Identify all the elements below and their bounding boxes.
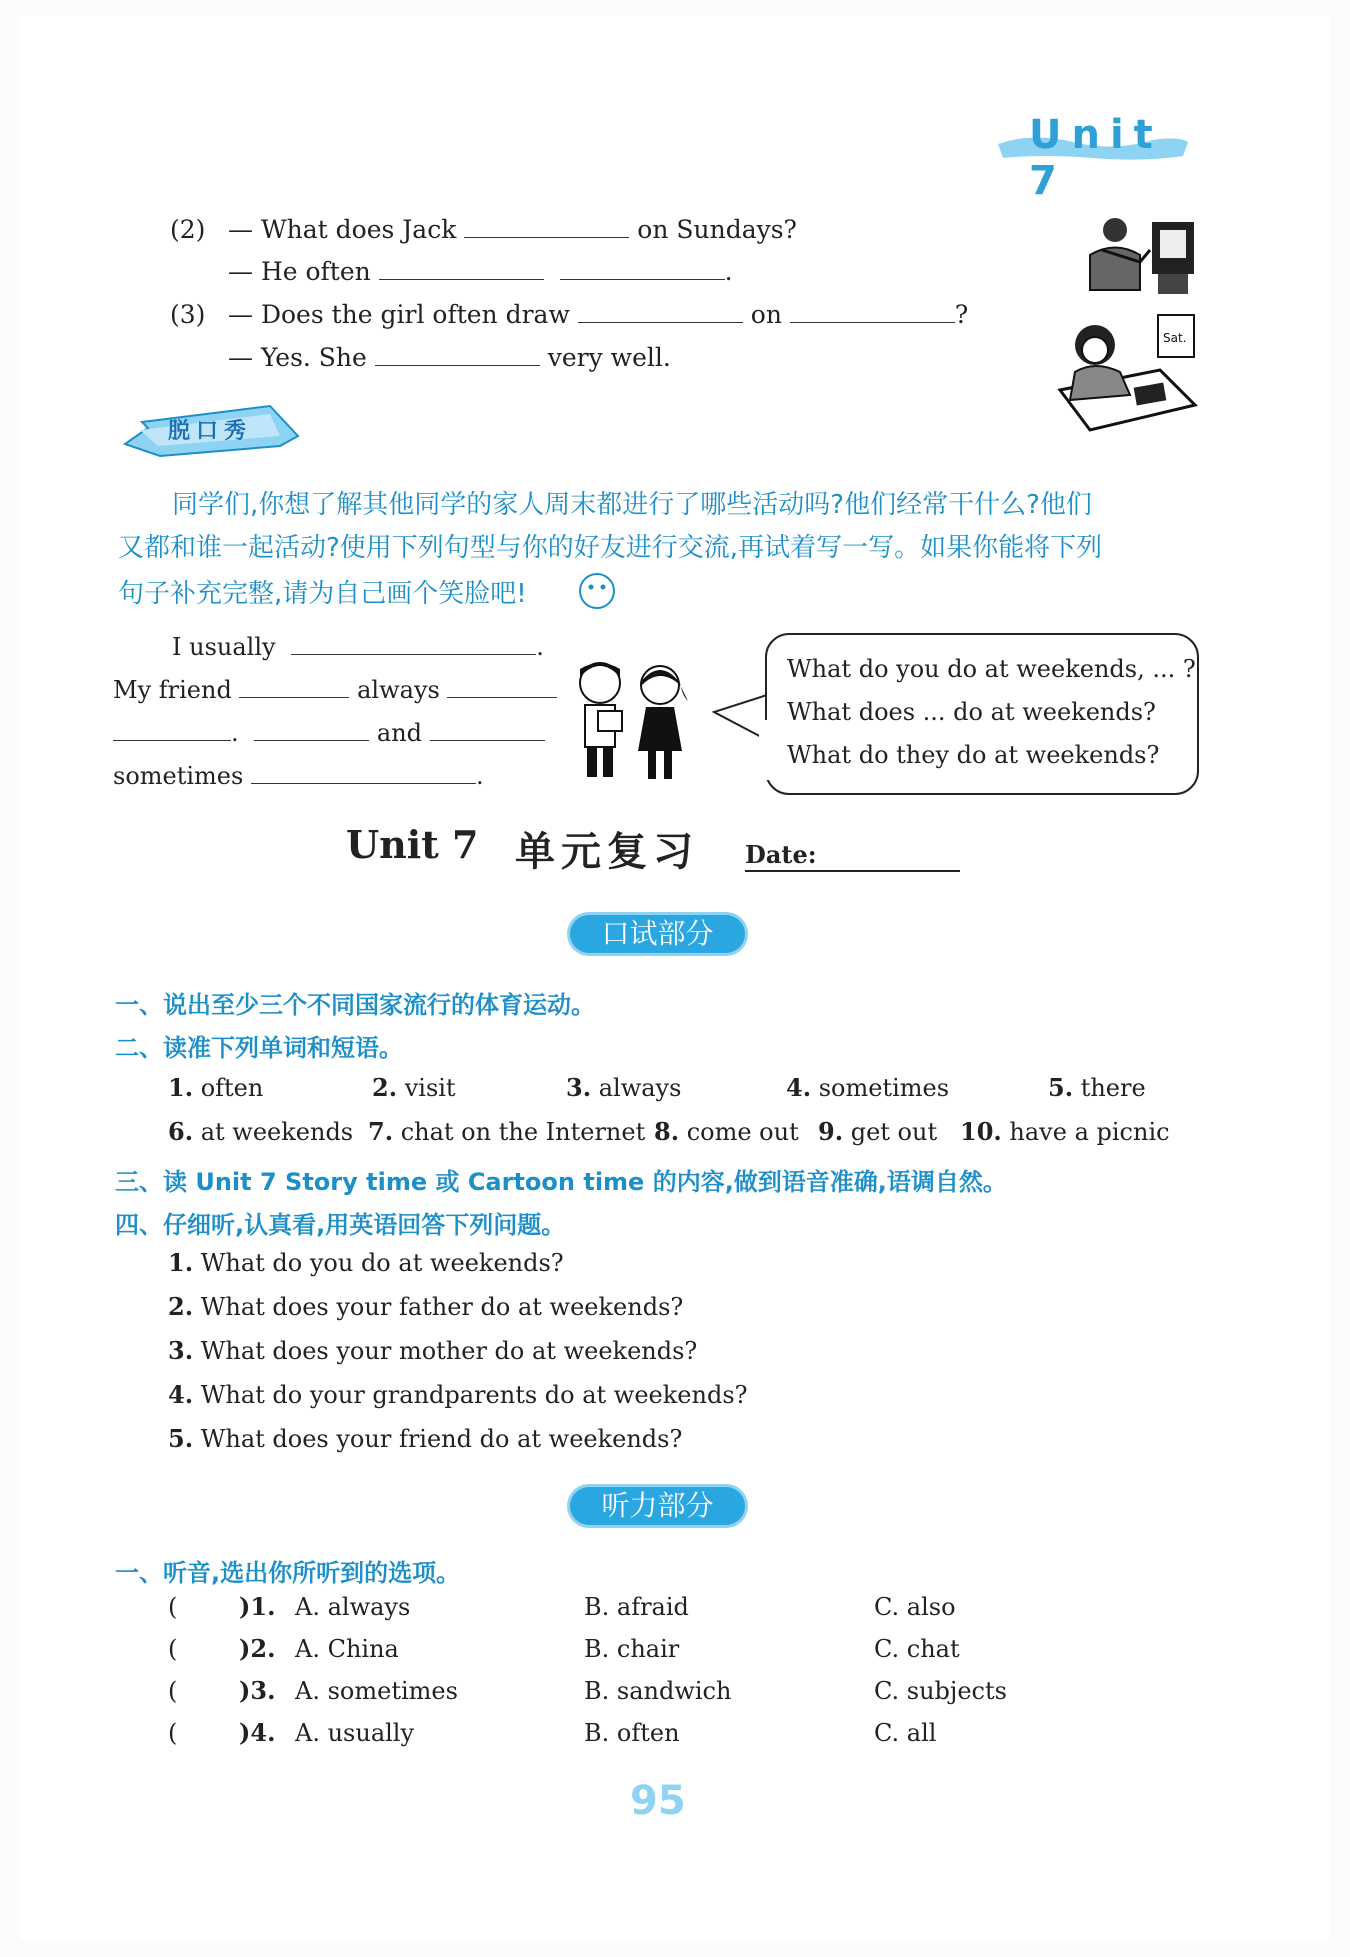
question-5	[168, 1424, 682, 1454]
question-4-num: 4.	[168, 1380, 194, 1409]
choice-2-b[interactable]: B. chair	[584, 1635, 680, 1663]
talk-show-badge	[120, 402, 305, 460]
word-4-num: 4.	[786, 1073, 812, 1102]
word-5-text: there	[1080, 1074, 1146, 1102]
fill-friend-blank-2[interactable]	[447, 675, 557, 698]
word-7	[368, 1117, 645, 1147]
q3-line2	[228, 343, 671, 373]
section-4-heading: 四、仔细听,认真看,用英语回答下列问题。	[115, 1211, 566, 1239]
choice-4-a[interactable]: A. usually	[295, 1719, 415, 1747]
talk-show-para-1: 同学们,你想了解其他同学的家人周末都进行了哪些活动吗?他们经常干什么?他们	[172, 490, 1092, 520]
choice-3-paren[interactable]: (	[168, 1677, 178, 1705]
q3-number: (3)	[170, 300, 206, 329]
word-2-num: 2.	[372, 1073, 398, 1102]
q2-line1-text: — What does Jack	[228, 215, 457, 244]
question-1	[168, 1248, 564, 1278]
section-3-heading: 三、读 Unit 7 Story time 或 Cartoon time 的内容,做到语音准确,语调自然。	[115, 1168, 1007, 1196]
listening-section-pill: 听力部分	[570, 1487, 745, 1525]
word-5-num: 5.	[1048, 1073, 1074, 1102]
q3-blank-1[interactable]	[578, 300, 743, 323]
choice-4-paren[interactable]: (	[168, 1719, 178, 1747]
question-1-text: What do you do at weekends?	[200, 1249, 564, 1277]
word-6	[168, 1117, 353, 1147]
question-3	[168, 1336, 697, 1366]
q2-line2-text: — He often	[228, 257, 371, 286]
choice-row-1	[168, 1592, 275, 1622]
bubble-line-3: What do they do at weekends?	[787, 741, 1160, 769]
fill-sometimes-line: sometimes .	[113, 762, 484, 790]
bubble-line-1: What do you do at weekends, ... ?	[787, 655, 1196, 683]
word-10-num: 10.	[960, 1117, 1002, 1146]
word-3-text: always	[598, 1074, 682, 1102]
choice-1-a[interactable]: A. always	[295, 1593, 411, 1621]
fill-and-blank-2[interactable]	[254, 718, 369, 741]
date-label: Date:	[745, 840, 817, 869]
girl-drawing-illustration-icon	[1050, 310, 1200, 435]
choice-1-c[interactable]: C. also	[874, 1593, 956, 1621]
calendar-sat-label: Sat.	[1163, 331, 1187, 345]
word-1	[168, 1073, 263, 1103]
choice-1-num: )1.	[239, 1592, 276, 1621]
q2-blank-3[interactable]	[560, 257, 725, 280]
choice-4-num: )4.	[239, 1718, 276, 1747]
word-1-text: often	[200, 1074, 264, 1102]
word-2	[372, 1073, 456, 1103]
word-1-num: 1.	[168, 1073, 194, 1102]
word-10-text: have a picnic	[1009, 1118, 1170, 1146]
fill-friend-line	[113, 675, 557, 705]
word-9	[818, 1117, 937, 1147]
choice-1-paren[interactable]: (	[168, 1593, 178, 1621]
choice-3-a[interactable]: A. sometimes	[295, 1677, 458, 1705]
fill-friend-blank-1[interactable]	[239, 675, 349, 698]
two-children-illustration-icon	[568, 655, 698, 785]
question-1-num: 1.	[168, 1248, 194, 1277]
listening-1-heading: 一、听音,选出你所听到的选项。	[115, 1559, 461, 1587]
fill-and-text: and	[376, 719, 423, 747]
choice-row-4	[168, 1718, 275, 1748]
talk-show-badge-label: 脱口秀	[168, 419, 253, 444]
word-4	[786, 1073, 949, 1103]
oral-section-pill: 口试部分	[570, 915, 745, 953]
man-watching-tv-illustration-icon	[1080, 210, 1200, 300]
q2-blank-2[interactable]	[379, 257, 544, 280]
question-2	[168, 1292, 683, 1322]
question-2-num: 2.	[168, 1292, 194, 1321]
fill-sometimes-blank[interactable]	[251, 761, 476, 784]
date-underline[interactable]	[745, 870, 960, 872]
section-1-heading: 一、说出至少三个不同国家流行的体育运动。	[115, 991, 595, 1019]
fill-sometimes-text: sometimes	[113, 762, 244, 790]
review-title-unit: Unit 7	[346, 822, 479, 867]
word-8-num: 8.	[654, 1117, 680, 1146]
bubble-line-2: What does ... do at weekends?	[787, 698, 1156, 726]
fill-friend-text: My friend	[113, 676, 232, 704]
page-number: 95	[630, 1778, 686, 1824]
choice-2-a[interactable]: A. China	[295, 1635, 399, 1663]
q3-line2-end: very well.	[547, 343, 671, 372]
choice-row-3	[168, 1676, 275, 1706]
question-4	[168, 1380, 748, 1410]
choice-3-b[interactable]: B. sandwich	[584, 1677, 732, 1705]
choice-4-c[interactable]: C. all	[874, 1719, 937, 1747]
review-title-cn: 单元复习	[515, 828, 699, 875]
word-3-num: 3.	[566, 1073, 592, 1102]
fill-usually-blank[interactable]	[291, 632, 536, 655]
choice-4-b[interactable]: B. often	[584, 1719, 680, 1747]
word-3	[566, 1073, 681, 1103]
word-4-text: sometimes	[818, 1074, 950, 1102]
word-8-text: come out	[686, 1118, 799, 1146]
question-5-text: What does your friend do at weekends?	[200, 1425, 683, 1453]
question-3-num: 3.	[168, 1336, 194, 1365]
choice-row-2	[168, 1634, 275, 1664]
word-8	[654, 1117, 799, 1147]
question-4-text: What do your grandparents do at weekends?	[200, 1381, 748, 1409]
q2-line1-end: on Sundays?	[637, 215, 797, 244]
word-9-num: 9.	[818, 1117, 844, 1146]
word-7-num: 7.	[368, 1117, 394, 1146]
word-6-text: at weekends	[200, 1118, 354, 1146]
word-2-text: visit	[404, 1074, 456, 1102]
choice-3-c[interactable]: C. subjects	[874, 1677, 1007, 1705]
q3-line2-text: — Yes. She	[228, 343, 367, 372]
fill-and-blank-3[interactable]	[430, 718, 545, 741]
fill-usually-text: I usually	[172, 633, 276, 661]
talk-show-para-2: 又都和谁一起活动?使用下列句型与你的好友进行交流,再试着写一写。如果你能将下列	[118, 533, 1103, 563]
smiley-face-icon[interactable]	[578, 572, 616, 610]
choice-2-c[interactable]: C. chat	[874, 1635, 960, 1663]
choice-3-num: )3.	[239, 1676, 276, 1705]
speech-bubble	[765, 633, 1199, 795]
word-6-num: 6.	[168, 1117, 194, 1146]
q2-line1	[228, 215, 797, 245]
choice-2-num: )2.	[239, 1634, 276, 1663]
section-2-heading: 二、读准下列单词和短语。	[115, 1034, 403, 1062]
word-9-text: get out	[850, 1118, 938, 1146]
q2-line2: — He often .	[228, 257, 733, 286]
question-5-num: 5.	[168, 1424, 194, 1453]
choice-1-b[interactable]: B. afraid	[584, 1593, 689, 1621]
fill-and-line: . and	[113, 718, 545, 748]
question-2-text: What does your father do at weekends?	[200, 1293, 684, 1321]
fill-usually-line: I usually .	[172, 633, 544, 661]
q3-line1-on: on	[750, 300, 782, 329]
q2-blank-1[interactable]	[464, 215, 629, 238]
q3-line1-end: ?	[954, 300, 969, 329]
fill-always-text: always	[357, 676, 440, 704]
word-5	[1048, 1073, 1146, 1103]
choice-2-paren[interactable]: (	[168, 1635, 178, 1663]
q3-line1-text: — Does the girl often draw	[228, 300, 570, 329]
word-7-text: chat on the Internet	[400, 1118, 646, 1146]
q3-blank-2[interactable]	[790, 300, 955, 323]
q3-line1	[228, 300, 968, 330]
question-3-text: What does your mother do at weekends?	[200, 1337, 698, 1365]
unit-tab	[993, 112, 1193, 204]
q3-blank-3[interactable]	[375, 343, 540, 366]
talk-show-para-3: 句子补充完整,请为自己画个笑脸吧!	[118, 579, 527, 609]
fill-and-blank-1[interactable]	[113, 718, 231, 741]
q2-number: (2)	[170, 215, 206, 244]
unit-tab-label: Unit 7	[1029, 112, 1163, 204]
word-10	[960, 1117, 1170, 1147]
bubble-tail-mask-icon	[759, 720, 769, 780]
